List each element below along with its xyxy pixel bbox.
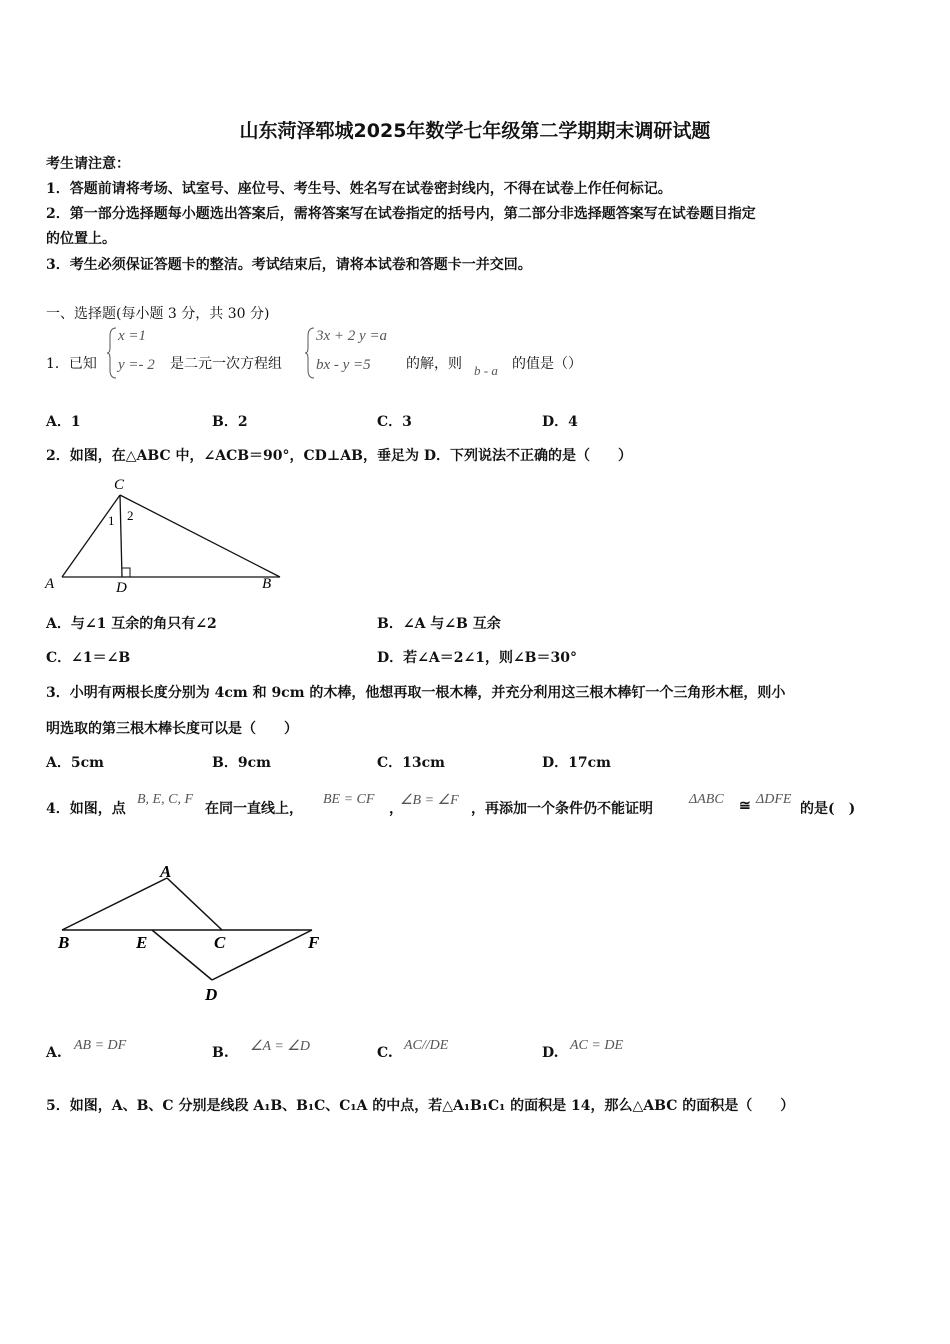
q2-label-angle2: 2 <box>127 508 134 523</box>
q2-line-cd <box>120 495 122 577</box>
notice-heading: 考生请注意： <box>46 156 130 172</box>
q2-option-a: A．与∠1 互余的角只有∠2 <box>46 616 217 632</box>
q2-right-angle-mark <box>122 568 130 577</box>
q4-condition-1: BE = CF <box>323 792 375 807</box>
q4-comma: ， <box>389 801 403 817</box>
q4-option-b-expr: ∠A = ∠D <box>250 1039 310 1054</box>
q2-label-b: B <box>262 576 272 592</box>
q4-prefix: 4．如图，点 <box>46 801 126 817</box>
q4-label-a: A <box>160 862 172 881</box>
q2-label-c: C <box>114 477 125 493</box>
notice-line-2b: 的位置上。 <box>46 231 116 247</box>
section-heading: 一、选择题(每小题 3 分，共 30 分) <box>46 306 270 322</box>
q4-label-b: B <box>58 933 70 952</box>
q4-tail: 的是( ) <box>800 801 856 817</box>
q2-option-b: B．∠A 与∠B 互余 <box>377 616 501 632</box>
page-title: 山东菏泽郓城2025年数学七年级第二学期期末调研试题 <box>239 120 711 142</box>
q1-option-b: B．2 <box>212 414 248 430</box>
q4-label-d: D <box>205 985 218 1004</box>
q1-expression: b - a <box>474 363 498 378</box>
q1-mid-text: 是二元一次方程组 <box>170 356 282 372</box>
q1-system1-line1: x =1 <box>118 328 147 344</box>
notice-line-3: 3．考生必须保证答题卡的整洁。考试结束后，请将本试卷和答题卡一并交回。 <box>46 257 532 273</box>
q4-triangle-dfe: ΔDFE <box>756 792 792 807</box>
q2-label-angle1: 1 <box>108 513 115 528</box>
q4-line-ed <box>152 930 212 980</box>
q1-option-d: D．4 <box>542 414 578 430</box>
q2-label-a: A <box>45 576 55 592</box>
q4-option-b-letter: B. <box>212 1045 229 1061</box>
q3-option-c: C．13cm <box>377 755 445 771</box>
q1-system1-line2: y =- 2 <box>118 357 155 373</box>
q3-stem-line-2: 明选取的第三根木棒长度可以是（ ） <box>46 721 298 737</box>
q4-condition-2: ∠B = ∠F <box>400 793 459 808</box>
q2-option-c: C．∠1＝∠B <box>46 650 131 666</box>
q1-solution-text: 的解，则 <box>406 356 462 372</box>
q5-stem: 5．如图，A、B、C 分别是线段 A₁B、B₁C、C₁A 的中点，若△A₁B₁C₁ 的面积是 14，那么△ABC 的面积是（ ） <box>46 1098 795 1114</box>
q1-brace-2 <box>304 326 316 380</box>
q4-option-a-letter: A. <box>46 1045 62 1061</box>
q3-option-b: B．9cm <box>212 755 271 771</box>
q1-brace-1 <box>106 326 118 380</box>
q4-points: B, E, C, F <box>137 792 193 807</box>
q3-option-d: D．17cm <box>542 755 611 771</box>
q4-option-a-expr: AB = DF <box>74 1038 127 1053</box>
q1-system2-line2: bx - y =5 <box>316 357 371 373</box>
q4-option-c-letter: C. <box>377 1045 393 1061</box>
q4-option-d-letter: D. <box>542 1045 559 1061</box>
q4-option-c-expr: AC//DE <box>404 1038 449 1053</box>
q4-option-d-expr: AC = DE <box>570 1038 623 1053</box>
q4-figure <box>52 856 337 1006</box>
q1-system2-line1: 3x + 2 y =a <box>316 328 388 344</box>
q2-line-cb <box>120 495 280 577</box>
q4-line-ac <box>167 878 222 930</box>
q4-label-c: C <box>214 933 226 952</box>
q2-label-d: D <box>116 580 127 596</box>
q4-congruent-symbol: ≅ <box>739 798 751 814</box>
q1-option-a: A．1 <box>46 414 81 430</box>
q4-label-f: F <box>308 933 320 952</box>
q4-line-df <box>212 930 312 980</box>
q3-option-a: A．5cm <box>46 755 104 771</box>
q4-line-ba <box>62 878 167 930</box>
q3-stem-line-1: 3．小明有两根长度分别为 4cm 和 9cm 的木棒，他想再取一根木棒，并充分利用这三根木棒钉一个三角形木框，则小 <box>46 685 786 701</box>
q1-tail: 的值是（） <box>512 356 582 372</box>
q1-option-c: C．3 <box>377 414 412 430</box>
q2-stem: 2．如图，在△ABC 中，∠ACB＝90°，CD⊥AB，垂足为 D．下列说法不正确的是（ ） <box>46 448 632 464</box>
q4-mid-text-2: ，再添加一个条件仍不能证明 <box>471 801 653 817</box>
q1-number: 1．已知 <box>46 356 97 372</box>
q2-option-d: D．若∠A＝2∠1，则∠B＝30° <box>377 650 577 666</box>
q4-mid-text: 在同一直线上， <box>205 801 303 817</box>
notice-line-2a: 2．第一部分选择题每小题选出答案后，需将答案写在试卷指定的括号内，第二部分非选择题答案写在试卷题目指定 <box>46 206 756 222</box>
q4-triangle-abc: ΔABC <box>689 792 724 807</box>
q4-label-e: E <box>136 933 148 952</box>
notice-line-1: 1．答题前请将考场、试室号、座位号、考生号、姓名写在试卷密封线内，不得在试卷上作任何标记。 <box>46 181 672 197</box>
q2-line-ac <box>62 495 120 577</box>
q2-figure <box>40 472 290 596</box>
